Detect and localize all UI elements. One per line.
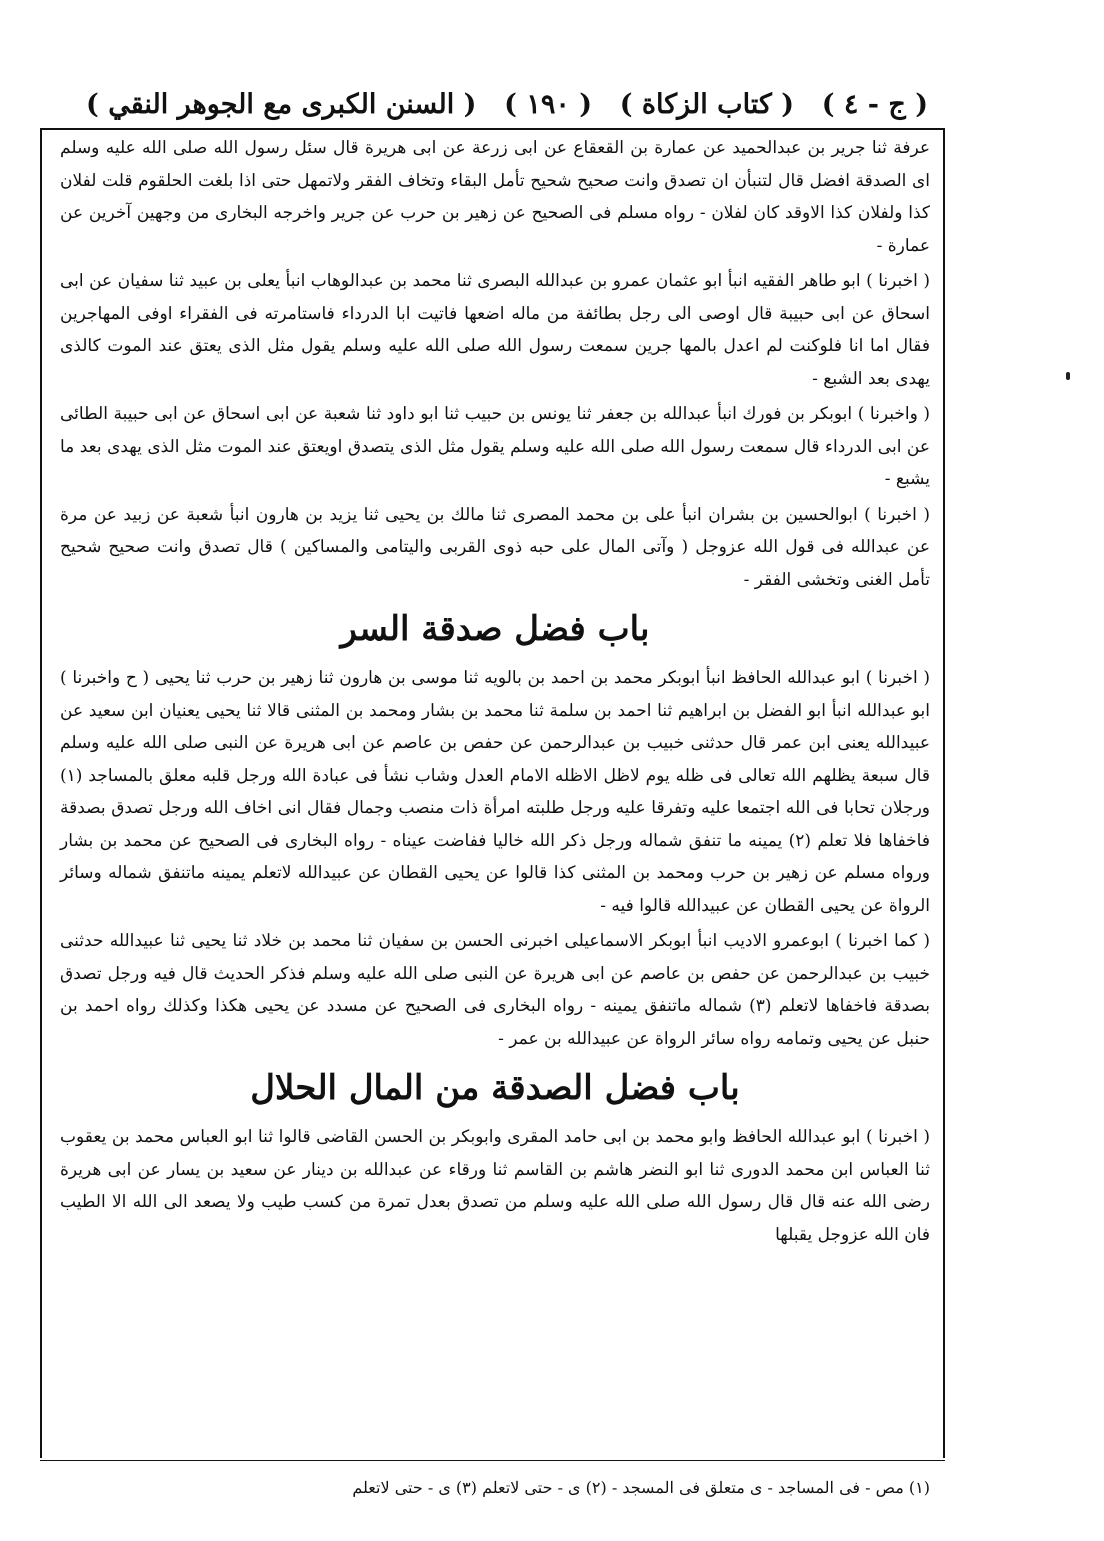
hadith-paragraph: ( اخبرنا ) ابو عبدالله الحافظ وابو محمد بن ابى حامد المقرى وابوبكر بن الحسن القاضى قالوا ثنا ابو العباس محمد بن يعقوب ثنا العباس ابن محمد الدورى ثنا ابو النضر هاشم بن القاسم ثنا ورقاء عن عبدالله بن دينار عن سعيد بن يسار عن ابى هريرة رضى الله عنه قال قال رسول الله صلى الله عليه وسلم من تصدق بعدل تمرة من كسب طيب ولا يصعد الى الله الا الطيب فان الله عزوجل يقبلها: [60, 1127, 930, 1245]
chapter-heading: باب فضل الصدقة من المال الحلال: [250, 1068, 740, 1108]
hadith-paragraph: عرفة ثنا جرير بن عبدالحميد عن عمارة بن القعقاع عن ابى زرعة عن ابى هريرة قال سئل رسول الله صلى الله عليه وسلم اى الصدقة افضل قال لتنبأن ان تصدق وانت صحيح شحيح تأمل البقاء وتخاف الفقر ولاتمهل حتى اذا بلغت الحلقوم قلت لفلان كذا ولفلان كذا الاوقد كان لفلان - رواه مسلم فى الصحيح عن زهير بن حرب عن جرير واخرجه البخارى من وجهين آخرين عن عمارة -: [60, 138, 931, 256]
hadith-paragraph: ( كما اخبرنا ) ابوعمرو الاديب انبأ ابوبكر الاسماعيلى اخبرنى الحسن بن سفيان ثنا محمد بن خلاد ثنا يحيى ثنا عبيدالله حدثنى خبيب بن عبدالرحمن عن حفص بن عاصم عن ابى هريرة عن النبى صلى الله عليه وسلم فذكر الحديث قال فيه ورجل تصدق بصدقة فاخفاها لاتعلم (٣) شماله ماتنفق يمينه - رواه البخارى فى الصحيح عن مسدد عن يحيى هكذا وكذلك رواه احمد بن حنبل عن يحيى وتمامه رواه سائر الرواة عن عبيدالله بن عمر -: [60, 931, 930, 1049]
section-title: ( كتاب الزكاة ): [619, 88, 794, 120]
page-number: ( ١٩٠ ): [504, 88, 593, 120]
margin-mark: [1066, 372, 1070, 380]
hadith-paragraph: ( واخبرنا ) ابوبكر بن فورك انبأ عبدالله بن جعفر ثنا يونس بن حبيب ثنا ابو داود ثنا شعبة عن ابى اسحاق عن ابى حبيبة الطائى عن ابى الدرداء قال سمعت رسول الله صلى الله عليه وسلم يقول مثل الذى يتصدق اويعتق عند الموت مثل الذى يهدى بعد ما يشبع -: [60, 404, 930, 489]
page-body: [60, 132, 930, 1254]
volume-label: ( ج - ٤ ): [821, 88, 928, 120]
header-rule: [40, 128, 945, 130]
hadith-paragraph: ( اخبرنا ) ابو طاهر الفقيه انبأ ابو عثمان عمرو بن عبدالله البصرى ثنا محمد بن عبدالوهاب انبأ يعلى بن عبيد ثنا سفيان عن ابى اسحاق عن ابى حبيبة قال اوصى الى رجل بطائفة من ماله اضعها فاتيت ابا الدرداء فاستامرته فى الفقراء اوفى المهاجرين فقال اما انا فلوكنت لم اعدل بالمها جرين سمعت رسول الله صلى الله عليه وسلم يقول مثل الذى يعتق عند الموت كالذى يهدى بعد الشبع -: [60, 271, 930, 389]
book-title: ( السنن الكبرى مع الجوهر النقي ): [86, 88, 477, 120]
footnote-rule: [40, 1460, 945, 1461]
footnotes: (١) مص - فى المساجد - ى متعلق فى المسجد - (٢) ى - حتى لاتعلم (٣) ى - حتى لاتعلم: [352, 1478, 930, 1497]
hadith-paragraph: ( اخبرنا ) ابو عبدالله الحافظ انبأ ابوبكر محمد بن احمد بن بالويه ثنا موسى بن هارون ثنا زهير بن حرب ثنا يحيى ( ح واخبرنا ) ابو عبدالله انبأ ابو الفضل بن ابراهيم ثنا احمد بن سلمة ثنا محمد بن بشار ومحمد بن المثنى قالا ثنا يحيى يعنيان ابن سعيد عن عبيدالله يعنى ابن عمر قال حدثنى خبيب بن عبدالرحمن عن حفص بن عاصم عن ابى هريرة عن النبى صلى الله عليه وسلم قال سبعة يظلهم الله تعالى فى ظله يوم لاظل الاظله الامام العدل وشاب نشأ فى عبادة الله ورجل قلبه معلق بالمساجد (١) ورجلان تحابا فى الله اجتمعا عليه وتفرقا عليه ورجل طلبته امرأة ذات منصب وجمال فقال انى اخاف الله ورجل تصدق بصدقة فاخفاها فلا تعلم (٢) يمينه ما تنفق شماله ورجل ذكر الله خاليا ففاضت عيناه - رواه البخارى فى الصحيح عن محمد بن بشار ورواه مسلم عن زهير بن حرب ومحمد بن المثنى كذا قالوا عن يحيى القطان عن عبيدالله لاتعلم يمينه ماتنفق شماله وسائر الرواة عن يحيى القطان عن عبيدالله قالوا فيه -: [60, 668, 930, 916]
right-border-rule: [943, 128, 945, 1458]
hadith-paragraph: ( اخبرنا ) ابوالحسين بن بشران انبأ على بن محمد المصرى ثنا مالك بن يحيى ثنا يزيد بن هارون انبأ شعبة عن زبيد عن مرة عن عبدالله فى قول الله عزوجل ( وآتى المال على حبه ذوى القربى واليتامى والمساكين ) قال تصدق وانت صحيح شحيح تأمل الغنى وتخشى الفقر -: [60, 504, 930, 590]
chapter-heading: باب فضل صدقة السر: [340, 609, 650, 649]
page-header: [86, 82, 928, 126]
left-border-rule: [40, 128, 42, 1458]
